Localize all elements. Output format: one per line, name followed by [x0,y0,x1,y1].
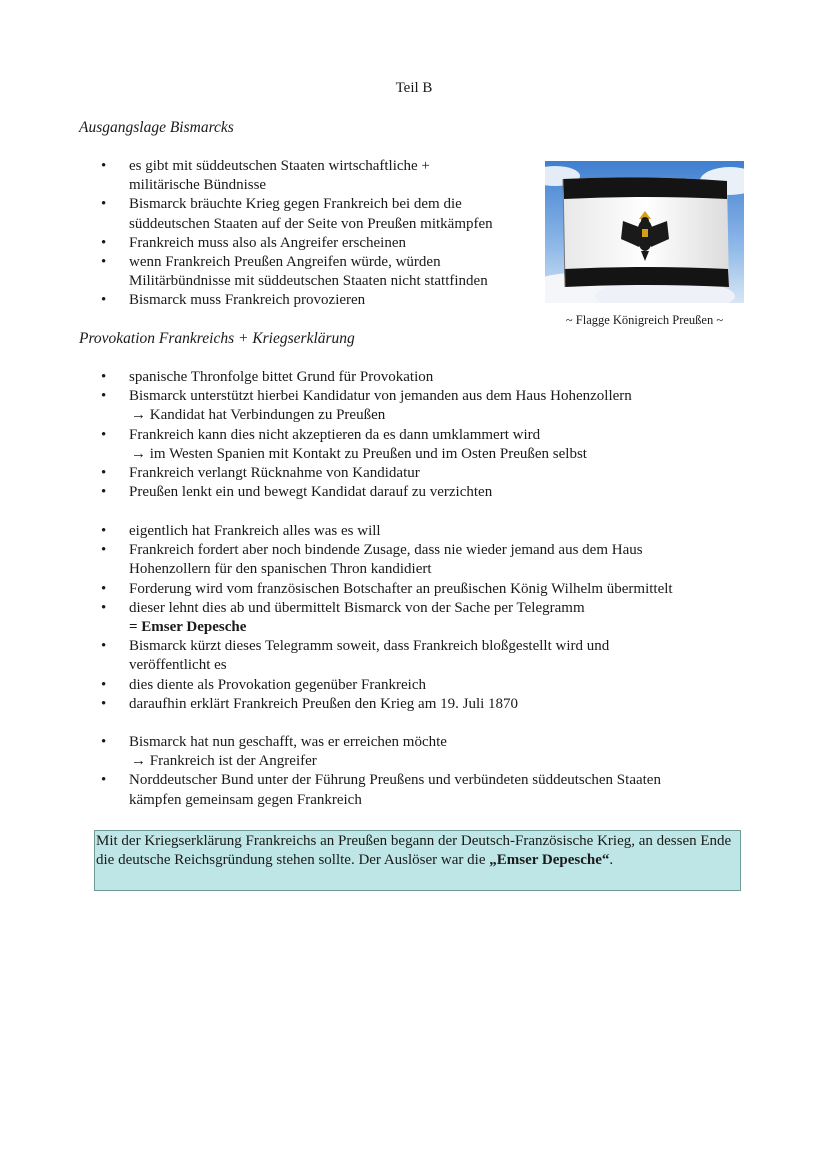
list-item [100,195,540,233]
list-item [100,522,760,541]
list-item-text: Bismarck unterstützt hierbei Kandidatur von jemanden aus dem Haus Hohenzollern [129,388,632,405]
list-item-text: militärische Bündnisse [129,177,267,194]
bullet-list-provokation [100,368,760,502]
emser-depesche-label: = Emser Depesche [129,619,247,636]
section-heading-provokation: Provokation Frankreichs + Kriegserklärung [79,330,355,347]
list-item [100,676,760,695]
section-heading-ausgangslage: Ausgangslage Bismarcks [79,119,234,136]
list-item-text: Norddeutscher Bund unter der Führung Preußens und verbündeten süddeutschen Staaten [129,772,661,789]
list-item [100,464,760,483]
prussian-flag-image [545,161,744,303]
list-item-text: Preußen lenkt ein und bewegt Kandidat darauf zu verzichten [129,484,493,501]
list-item-text: kämpfen gemeinsam gegen Frankreich [129,791,362,808]
list-item [100,253,540,291]
list-item-text: dieser lehnt dies ab und übermittelt Bismarck von der Sache per Telegramm [129,599,585,616]
list-item [100,387,760,425]
list-item-text: daraufhin erklärt Frankreich Preußen den Krieg am 19. Juli 1870 [129,695,519,712]
list-item [100,637,760,675]
list-item [100,771,760,809]
list-item [100,157,540,195]
list-item [100,541,760,579]
summary-bold-text: „Emser Depesche“ [489,852,610,869]
list-item-text: wenn Frankreich Preußen Angreifen würde, würden [129,254,441,271]
bullet-list-ausgangslage [100,157,540,311]
list-item-text: es gibt mit süddeutschen Staaten wirtschaftliche + [129,158,430,174]
list-item [100,234,540,253]
list-item-text: Frankreich muss also als Angreifer erscheinen [129,234,406,251]
bullet-list-emser-depesche [100,522,760,714]
list-item-text: Bismarck bräuchte Krieg gegen Frankreich bei dem die [129,196,462,213]
list-item-text: Frankreich fordert aber noch bindende Zusage, dass nie wieder jemand aus dem Haus [129,542,643,559]
arrow-note: → Frankreich ist der Angreifer [131,753,317,770]
list-item-text: Bismarck kürzt dieses Telegramm soweit, dass Frankreich bloßgestellt wird und [129,638,610,655]
list-item [100,599,760,637]
list-item [100,733,760,771]
summary-text-end: . [609,852,614,869]
list-item-text: Frankreich kann dies nicht akzeptieren da es dann umklammert wird [129,426,541,443]
list-item-text: eigentlich hat Frankreich alles was es will [129,523,381,539]
list-item [100,426,760,464]
flag-photo-icon [545,161,744,303]
list-item-text: Hohenzollern für den spanischen Thron kandidiert [129,561,432,578]
page-title: Teil B [395,80,433,96]
summary-text: Mit der Kriegserklärung Frankreichs an Preußen begann der Deutsch-Französische Krieg, an dessen Ende die deutsche Reichsgründung stehen sollte. Der Auslöser war die [96,833,732,869]
list-item-text: dies diente als Provokation gegenüber Frankreich [129,676,426,693]
list-item [100,483,760,502]
list-item-text: Bismarck hat nun geschafft, was er erreichen möchte [129,734,447,750]
list-item-text: spanische Thronfolge bittet Grund für Provokation [129,369,434,385]
list-item [100,291,540,310]
figure-caption: ~ Flagge Königreich Preußen ~ [565,313,724,327]
list-item-text: veröffentlicht es [129,657,227,674]
list-item-text: süddeutschen Staaten auf der Seite von Preußen mitkämpfen [129,215,493,232]
arrow-note: → Kandidat hat Verbindungen zu Preußen [131,407,386,424]
list-item-text: Militärbündnisse mit süddeutschen Staaten nicht stattfinden [129,273,488,290]
list-item [100,695,760,714]
list-item-text: Bismarck muss Frankreich provozieren [129,292,366,309]
list-item [100,368,760,387]
bullet-list-ergebnis [100,733,760,810]
summary-box [94,830,741,891]
list-item [100,580,760,599]
list-item-text: Frankreich verlangt Rücknahme von Kandidatur [129,465,420,482]
list-item-text: Forderung wird vom französischen Botschafter an preußischen König Wilhelm übermittelt [129,580,673,597]
arrow-note: → im Westen Spanien mit Kontakt zu Preußen und im Osten Preußen selbst [131,445,587,462]
